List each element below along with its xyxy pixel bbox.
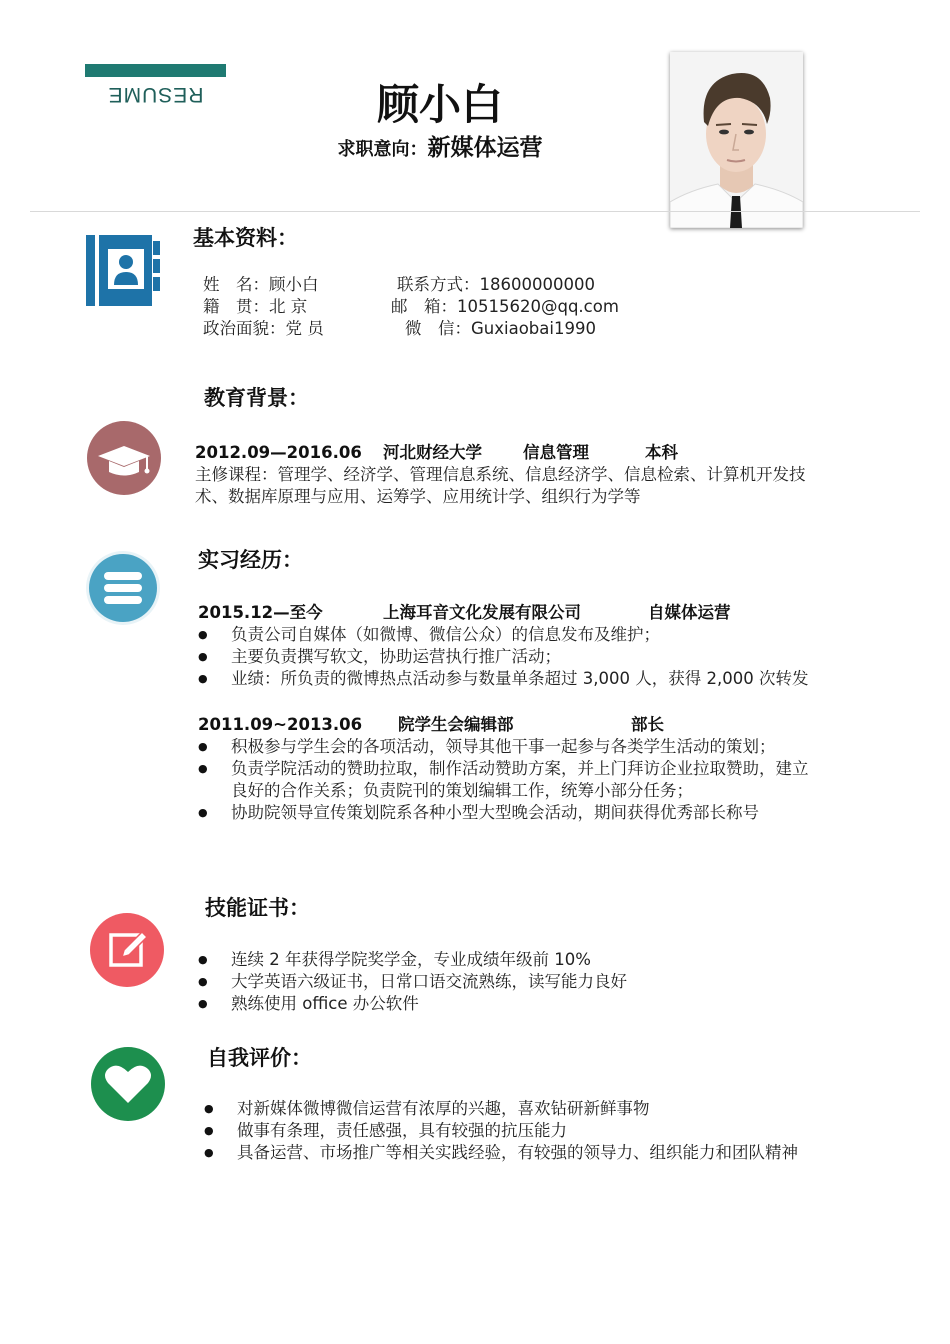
basic-political: 政治面貌：党 员 bbox=[203, 319, 324, 338]
list-item: ● 积极参与学生会的各项活动，领导其他干事一起参与各类学生活动的策划； bbox=[198, 736, 809, 758]
basic-wechat: 微 信：Guxiaobai1990 bbox=[405, 319, 596, 338]
job1-role: 自媒体运营 bbox=[648, 603, 731, 622]
basic-phone: 联系方式：18600000000 bbox=[397, 275, 595, 294]
list-item: ● 负责公司自媒体（如微博、微信公众）的信息发布及维护； bbox=[198, 624, 808, 646]
list-item: ● 大学英语六级证书，日常口语交流熟练，读写能力良好 bbox=[198, 971, 627, 993]
list-item: ● 业绩：所负责的微博热点活动参与数量单条超过 3,000 人，获得 2,000 次转发 bbox=[198, 668, 808, 690]
edit-icon bbox=[90, 913, 164, 987]
list-item: ● 对新媒体微博微信运营有浓厚的兴趣，喜欢钻研新鲜事物 bbox=[204, 1098, 798, 1120]
resume-accent-bar bbox=[85, 64, 226, 77]
profile-photo bbox=[670, 52, 803, 228]
job1-period: 2015.12—至今 bbox=[198, 603, 323, 622]
basic-name: 姓 名：顾小白 bbox=[203, 275, 319, 294]
job2-role: 部长 bbox=[631, 715, 664, 734]
self-eval-title: 自我评价： bbox=[207, 1046, 312, 1070]
education-courses-line2: 术、数据库原理与应用、运筹学、应用统计学、组织行为学等 bbox=[195, 487, 641, 506]
job2-duties bbox=[198, 736, 809, 824]
skills-title: 技能证书： bbox=[205, 896, 310, 920]
stack-list-icon bbox=[86, 551, 160, 625]
education-title: 教育背景： bbox=[204, 386, 309, 410]
list-item: ● 连续 2 年获得学院奖学金，专业成绩年级前 10% bbox=[198, 949, 627, 971]
list-item: ● 负责学院活动的赞助拉取，制作活动赞助方案，并上门拜访企业拉取赞助，建立 bbox=[198, 758, 809, 780]
basic-hometown: 籍 贯：北 京 bbox=[203, 297, 308, 316]
portrait-illustration bbox=[670, 52, 803, 228]
list-item: ● 熟练使用 office 办公软件 bbox=[198, 993, 627, 1015]
list-item: ● 协助院领导宣传策划院系各种小型大型晚会活动，期间获得优秀部长称号 bbox=[198, 802, 809, 824]
basic-email: 邮 箱：10515620@qq.com bbox=[391, 297, 619, 316]
objective-label: 求职意向： bbox=[337, 139, 428, 160]
list-item: 良好的合作关系；负责院刊的策划编辑工作，统筹小部分任务； bbox=[231, 781, 693, 800]
contact-book-icon bbox=[86, 233, 161, 308]
job2-org: 院学生会编辑部 bbox=[398, 715, 514, 734]
graduation-cap-icon bbox=[87, 421, 161, 495]
list-item: ● 具备运营、市场推广等相关实践经验，有较强的领导力、组织能力和团队精神 bbox=[204, 1142, 798, 1164]
resume-logo-text: RESUME bbox=[107, 83, 204, 106]
heart-icon bbox=[91, 1047, 165, 1121]
job1-duties bbox=[198, 624, 808, 690]
education-school: 河北财经大学 bbox=[383, 443, 482, 462]
basic-info-title: 基本资料： bbox=[193, 226, 298, 250]
education-period: 2012.09—2016.06 bbox=[195, 443, 362, 462]
header-divider bbox=[30, 211, 920, 212]
candidate-name: 顾小白 bbox=[376, 80, 503, 129]
job-objective bbox=[260, 133, 620, 165]
job2-period: 2011.09~2013.06 bbox=[198, 715, 363, 734]
list-item: ● 主要负责撰写软文，协助运营执行推广活动； bbox=[198, 646, 808, 668]
job1-org: 上海耳音文化发展有限公司 bbox=[383, 603, 581, 622]
education-degree: 本科 bbox=[645, 443, 678, 462]
internship-title: 实习经历： bbox=[198, 548, 303, 572]
self-eval-list bbox=[204, 1098, 798, 1164]
objective-value: 新媒体运营 bbox=[427, 135, 543, 161]
list-item: ● 做事有条理，责任感强，具有较强的抗压能力 bbox=[204, 1120, 798, 1142]
education-major: 信息管理 bbox=[523, 443, 589, 462]
education-courses-line1: 主修课程：管理学、经济学、管理信息系统、信息经济学、信息检索、计算机开发技 bbox=[195, 465, 806, 484]
skills-list bbox=[198, 949, 627, 1015]
